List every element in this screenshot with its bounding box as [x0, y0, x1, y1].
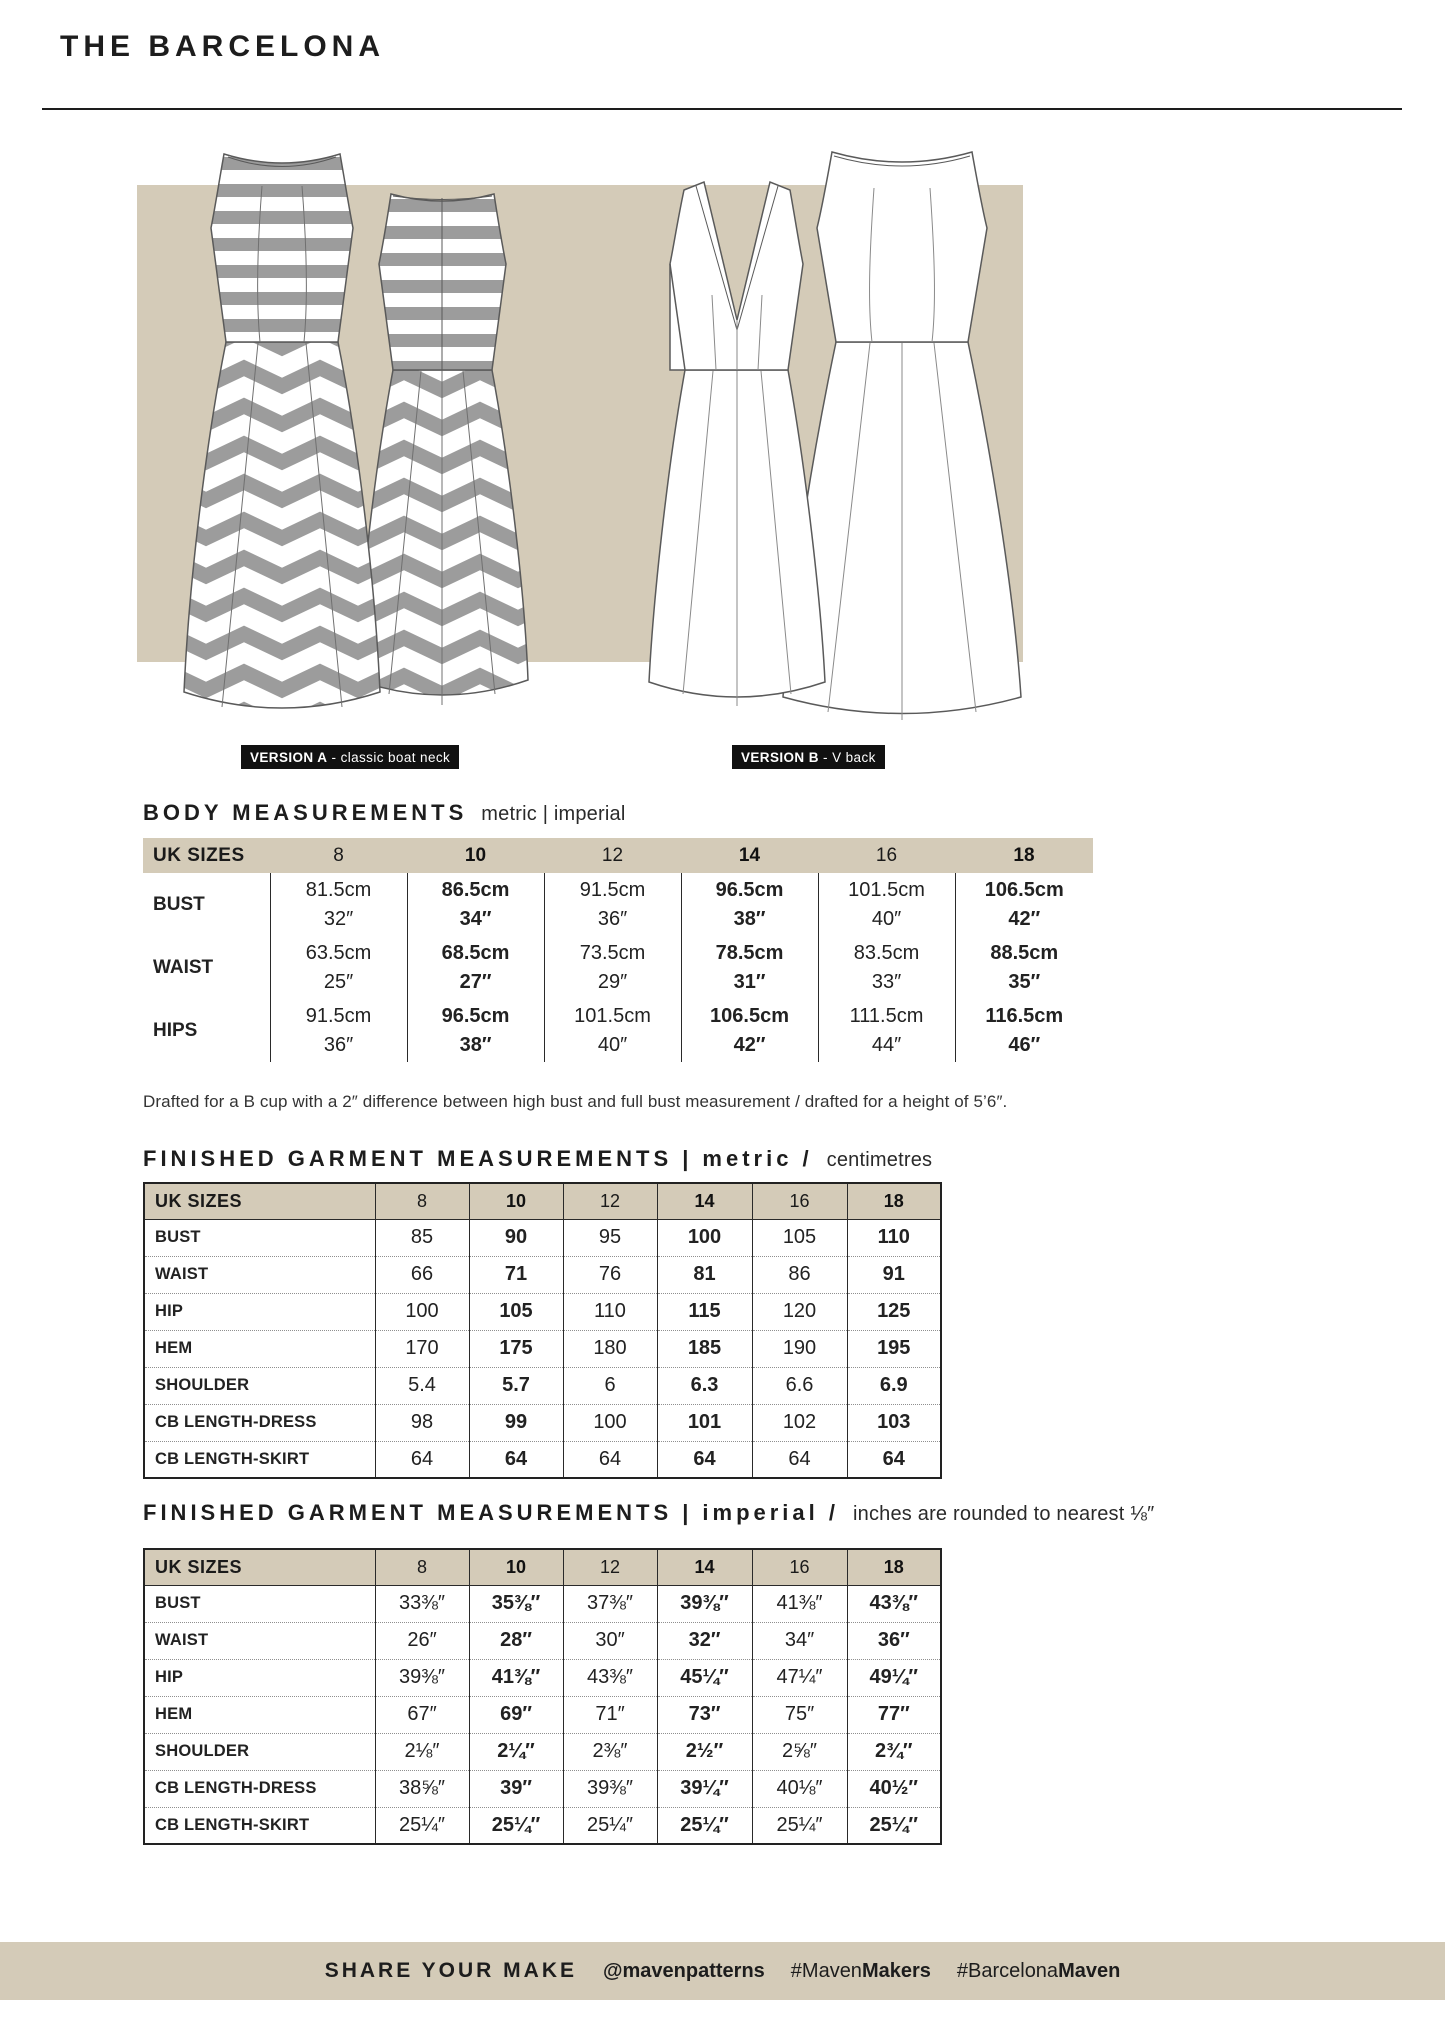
imperial-row-shoulder: [144, 1733, 941, 1770]
metric-row-cb-length-dress: [144, 1404, 941, 1441]
measurement-cell: 100: [563, 1404, 657, 1441]
row-label: BUST: [155, 1228, 201, 1246]
measurement-cell: 81.5cm 32″: [270, 873, 407, 936]
measurement-cell: 6.9: [847, 1367, 941, 1404]
imperial-row-waist: [144, 1622, 941, 1659]
measurement-cell: 47¼″: [752, 1659, 847, 1696]
metric-heading: [143, 1146, 932, 1172]
body-measurements-heading: [143, 800, 625, 826]
row-label: CB LENGTH-DRESS: [144, 1770, 375, 1807]
size-header-18: 18: [847, 1549, 941, 1585]
finished-imperial-table: [143, 1548, 942, 1845]
measurement-cell: 63.5cm 25″: [270, 936, 407, 999]
measurement-cell: 64: [752, 1441, 847, 1478]
measurement-cell: 25¼″: [752, 1807, 847, 1844]
uk-sizes-header: UK SIZES: [143, 838, 270, 873]
measurement-cell: 75″: [752, 1696, 847, 1733]
row-label: SHOULDER: [144, 1733, 375, 1770]
measurement-cell: 98: [375, 1404, 469, 1441]
measurement-cell: 39⅜″: [375, 1659, 469, 1696]
measurement-cell: 95: [563, 1219, 657, 1256]
measurement-cell: 2⅛″: [375, 1733, 469, 1770]
measurement-cell: 83.5cm 33″: [818, 936, 955, 999]
measurement-cell: 6.6: [752, 1367, 847, 1404]
metric-row-hem: [144, 1330, 941, 1367]
measurement-cell: 33⅜″: [375, 1585, 469, 1622]
measurement-cell: 102: [752, 1404, 847, 1441]
measurement-cell: 120: [752, 1293, 847, 1330]
imperial-row-hem: [144, 1696, 941, 1733]
measurement-cell: 25¼″: [469, 1807, 563, 1844]
row-label: CB LENGTH-SKIRT: [144, 1441, 375, 1478]
measurement-cell: 85: [375, 1219, 469, 1256]
measurement-cell: 25¼″: [847, 1807, 941, 1844]
hashtag-mavenmakers: #MavenMakers: [790, 1959, 931, 1982]
finished-metric-table: [143, 1182, 942, 1479]
metric-table-header-row: [144, 1183, 941, 1219]
measurement-cell: 101: [657, 1404, 752, 1441]
size-header-16: 16: [752, 1183, 847, 1219]
metric-row-hip: [144, 1293, 941, 1330]
row-label: BUST: [155, 1594, 201, 1612]
size-header-12: 12: [544, 838, 681, 873]
imperial-subtitle: inches are rounded to nearest ⅛″: [852, 1503, 1155, 1525]
dress-version-b-vback-illustration: [640, 170, 835, 730]
version-a-desc: - classic boat neck: [327, 750, 451, 765]
measurement-cell: 43⅜″: [563, 1659, 657, 1696]
uk-sizes-header: UK SIZES: [144, 1183, 375, 1219]
measurement-cell: 90: [469, 1219, 563, 1256]
measurement-cell: 91: [847, 1256, 941, 1293]
measurement-cell: 91.5cm 36″: [270, 999, 407, 1062]
measurement-cell: 66: [375, 1256, 469, 1293]
size-header-10: 10: [407, 838, 544, 873]
imperial-heading: [143, 1500, 1154, 1526]
measurement-cell: 71: [469, 1256, 563, 1293]
measurement-cell: 96.5cm 38″: [681, 873, 818, 936]
size-header-8: 8: [375, 1549, 469, 1585]
imperial-title: FINISHED GARMENT MEASUREMENTS |: [143, 1500, 693, 1525]
measurement-cell: 185: [657, 1330, 752, 1367]
measurement-cell: 40½″: [847, 1770, 941, 1807]
measurement-cell: 28″: [469, 1622, 563, 1659]
measurement-cell: 64: [657, 1441, 752, 1478]
row-label: CB LENGTH-DRESS: [144, 1404, 375, 1441]
measurement-cell: 45¼″: [657, 1659, 752, 1696]
size-header-10: 10: [469, 1183, 563, 1219]
body-row-hips: [143, 999, 1093, 1062]
size-header-14: 14: [657, 1183, 752, 1219]
measurement-cell: 125: [847, 1293, 941, 1330]
measurement-cell: 25¼″: [563, 1807, 657, 1844]
measurement-cell: 71″: [563, 1696, 657, 1733]
share-your-make-label: SHARE YOUR MAKE: [324, 1959, 577, 1982]
measurement-cell: 105: [752, 1219, 847, 1256]
measurement-cell: 34″: [752, 1622, 847, 1659]
row-label: HEM: [144, 1330, 375, 1367]
measurement-cell: 100: [375, 1293, 469, 1330]
measurement-cell: 67″: [375, 1696, 469, 1733]
instagram-handle: @mavenpatterns: [603, 1959, 765, 1982]
imperial-table-header-row: [144, 1549, 941, 1585]
metric-subtitle-bold: metric /: [702, 1146, 813, 1171]
version-b-name: VERSION B: [741, 750, 819, 765]
row-label: HIP: [144, 1293, 375, 1330]
metric-row-cb-length-skirt: [144, 1441, 941, 1478]
size-header-12: 12: [563, 1549, 657, 1585]
measurement-cell: 2⅜″: [563, 1733, 657, 1770]
size-header-16: 16: [818, 838, 955, 873]
measurement-cell: 105: [469, 1293, 563, 1330]
measurement-cell: 36″: [847, 1622, 941, 1659]
metric-row-waist: [144, 1256, 941, 1293]
measurement-cell: 99: [469, 1404, 563, 1441]
measurement-cell: 195: [847, 1330, 941, 1367]
page-title: THE BARCELONA: [60, 30, 385, 63]
measurement-cell: 101.5cm 40″: [544, 999, 681, 1062]
measurement-cell: 68.5cm 27″: [407, 936, 544, 999]
row-label: WAIST: [144, 1622, 375, 1659]
measurement-cell: 2¼″: [469, 1733, 563, 1770]
measurement-cell: 6.3: [657, 1367, 752, 1404]
row-label: HIP: [144, 1659, 375, 1696]
body-table-header-row: [143, 838, 1093, 873]
measurement-cell: 2¾″: [847, 1733, 941, 1770]
measurement-cell: 64: [563, 1441, 657, 1478]
dress-version-a-front-illustration: [182, 130, 382, 740]
body-row-bust: [143, 873, 1093, 936]
measurement-cell: 69″: [469, 1696, 563, 1733]
row-label: WAIST: [153, 956, 214, 978]
measurement-cell: 38⅝″: [375, 1770, 469, 1807]
version-b-desc: - V back: [818, 750, 876, 765]
imperial-row-hip: [144, 1659, 941, 1696]
measurement-cell: 2½″: [657, 1733, 752, 1770]
measurement-cell: 32″: [657, 1622, 752, 1659]
measurement-cell: 73″: [657, 1696, 752, 1733]
body-measurements-title: BODY MEASUREMENTS: [143, 800, 468, 825]
footer-band: [0, 1942, 1445, 2000]
measurement-cell: 41⅜″: [752, 1585, 847, 1622]
measurement-cell: 39″: [469, 1770, 563, 1807]
measurement-cell: 37⅜″: [563, 1585, 657, 1622]
measurement-cell: 115: [657, 1293, 752, 1330]
size-header-10: 10: [469, 1549, 563, 1585]
imperial-row-cb-length-skirt: [144, 1807, 941, 1844]
size-header-18: 18: [847, 1183, 941, 1219]
measurement-cell: 2⅝″: [752, 1733, 847, 1770]
imperial-row-cb-length-dress: [144, 1770, 941, 1807]
measurement-cell: 110: [847, 1219, 941, 1256]
measurement-cell: 86: [752, 1256, 847, 1293]
measurement-cell: 41⅜″: [469, 1659, 563, 1696]
measurement-cell: 5.4: [375, 1367, 469, 1404]
measurement-cell: 25¼″: [375, 1807, 469, 1844]
row-label: BUST: [153, 893, 205, 915]
measurement-cell: 96.5cm 38″: [407, 999, 544, 1062]
measurement-cell: 40⅛″: [752, 1770, 847, 1807]
version-b-badge: [732, 745, 885, 769]
measurement-cell: 86.5cm 34″: [407, 873, 544, 936]
measurement-cell: 35⅜″: [469, 1585, 563, 1622]
size-header-8: 8: [375, 1183, 469, 1219]
metric-row-bust: [144, 1219, 941, 1256]
body-row-waist: [143, 936, 1093, 999]
measurement-cell: 101.5cm 40″: [818, 873, 955, 936]
measurement-cell: 39⅜″: [563, 1770, 657, 1807]
imperial-row-bust: [144, 1585, 941, 1622]
uk-sizes-header: UK SIZES: [144, 1549, 375, 1585]
size-header-8: 8: [270, 838, 407, 873]
row-label: HIPS: [153, 1019, 198, 1041]
measurement-cell: 49¼″: [847, 1659, 941, 1696]
measurement-cell: 25¼″: [657, 1807, 752, 1844]
measurement-cell: 88.5cm 35″: [955, 936, 1093, 999]
measurement-cell: 91.5cm 36″: [544, 873, 681, 936]
measurement-cell: 73.5cm 29″: [544, 936, 681, 999]
measurement-cell: 77″: [847, 1696, 941, 1733]
size-header-14: 14: [657, 1549, 752, 1585]
measurement-cell: 39⅜″: [657, 1585, 752, 1622]
measurement-cell: 110: [563, 1293, 657, 1330]
row-label: CB LENGTH-SKIRT: [144, 1807, 375, 1844]
metric-row-shoulder: [144, 1367, 941, 1404]
size-header-18: 18: [955, 838, 1093, 873]
measurement-cell: 175: [469, 1330, 563, 1367]
version-a-name: VERSION A: [250, 750, 328, 765]
measurement-cell: 170: [375, 1330, 469, 1367]
body-measurements-subtitle: metric | imperial: [481, 803, 626, 825]
hashtag-barcelonamaven: #BarcelonaMaven: [956, 1959, 1121, 1982]
title-divider: [42, 108, 1402, 110]
size-header-14: 14: [681, 838, 818, 873]
measurement-cell: 64: [469, 1441, 563, 1478]
measurement-cell: 43⅜″: [847, 1585, 941, 1622]
measurement-cell: 39¼″: [657, 1770, 752, 1807]
metric-subtitle: centimetres: [826, 1149, 933, 1171]
size-header-12: 12: [563, 1183, 657, 1219]
measurement-cell: 190: [752, 1330, 847, 1367]
measurement-cell: 180: [563, 1330, 657, 1367]
row-label: WAIST: [144, 1256, 375, 1293]
drafting-note: Drafted for a B cup with a 2″ difference between high bust and full bust measurement / drafted for a height of 5’6″.: [143, 1092, 1008, 1111]
measurement-cell: 111.5cm 44″: [818, 999, 955, 1062]
imperial-subtitle-bold: imperial /: [702, 1500, 839, 1525]
measurement-cell: 6: [563, 1367, 657, 1404]
measurement-cell: 116.5cm 46″: [955, 999, 1093, 1062]
body-measurements-table: [143, 838, 1093, 1062]
metric-title: FINISHED GARMENT MEASUREMENTS |: [143, 1146, 693, 1171]
row-label: HEM: [144, 1696, 375, 1733]
measurement-cell: 100: [657, 1219, 752, 1256]
measurement-cell: 78.5cm 31″: [681, 936, 818, 999]
measurement-cell: 106.5cm 42″: [955, 873, 1093, 936]
measurement-cell: 76: [563, 1256, 657, 1293]
measurement-cell: 26″: [375, 1622, 469, 1659]
measurement-cell: 64: [847, 1441, 941, 1478]
row-label: SHOULDER: [144, 1367, 375, 1404]
measurement-cell: 5.7: [469, 1367, 563, 1404]
version-a-badge: [241, 745, 459, 769]
measurement-cell: 106.5cm 42″: [681, 999, 818, 1062]
measurement-cell: 64: [375, 1441, 469, 1478]
size-header-16: 16: [752, 1549, 847, 1585]
measurement-cell: 30″: [563, 1622, 657, 1659]
measurement-cell: 81: [657, 1256, 752, 1293]
measurement-cell: 103: [847, 1404, 941, 1441]
